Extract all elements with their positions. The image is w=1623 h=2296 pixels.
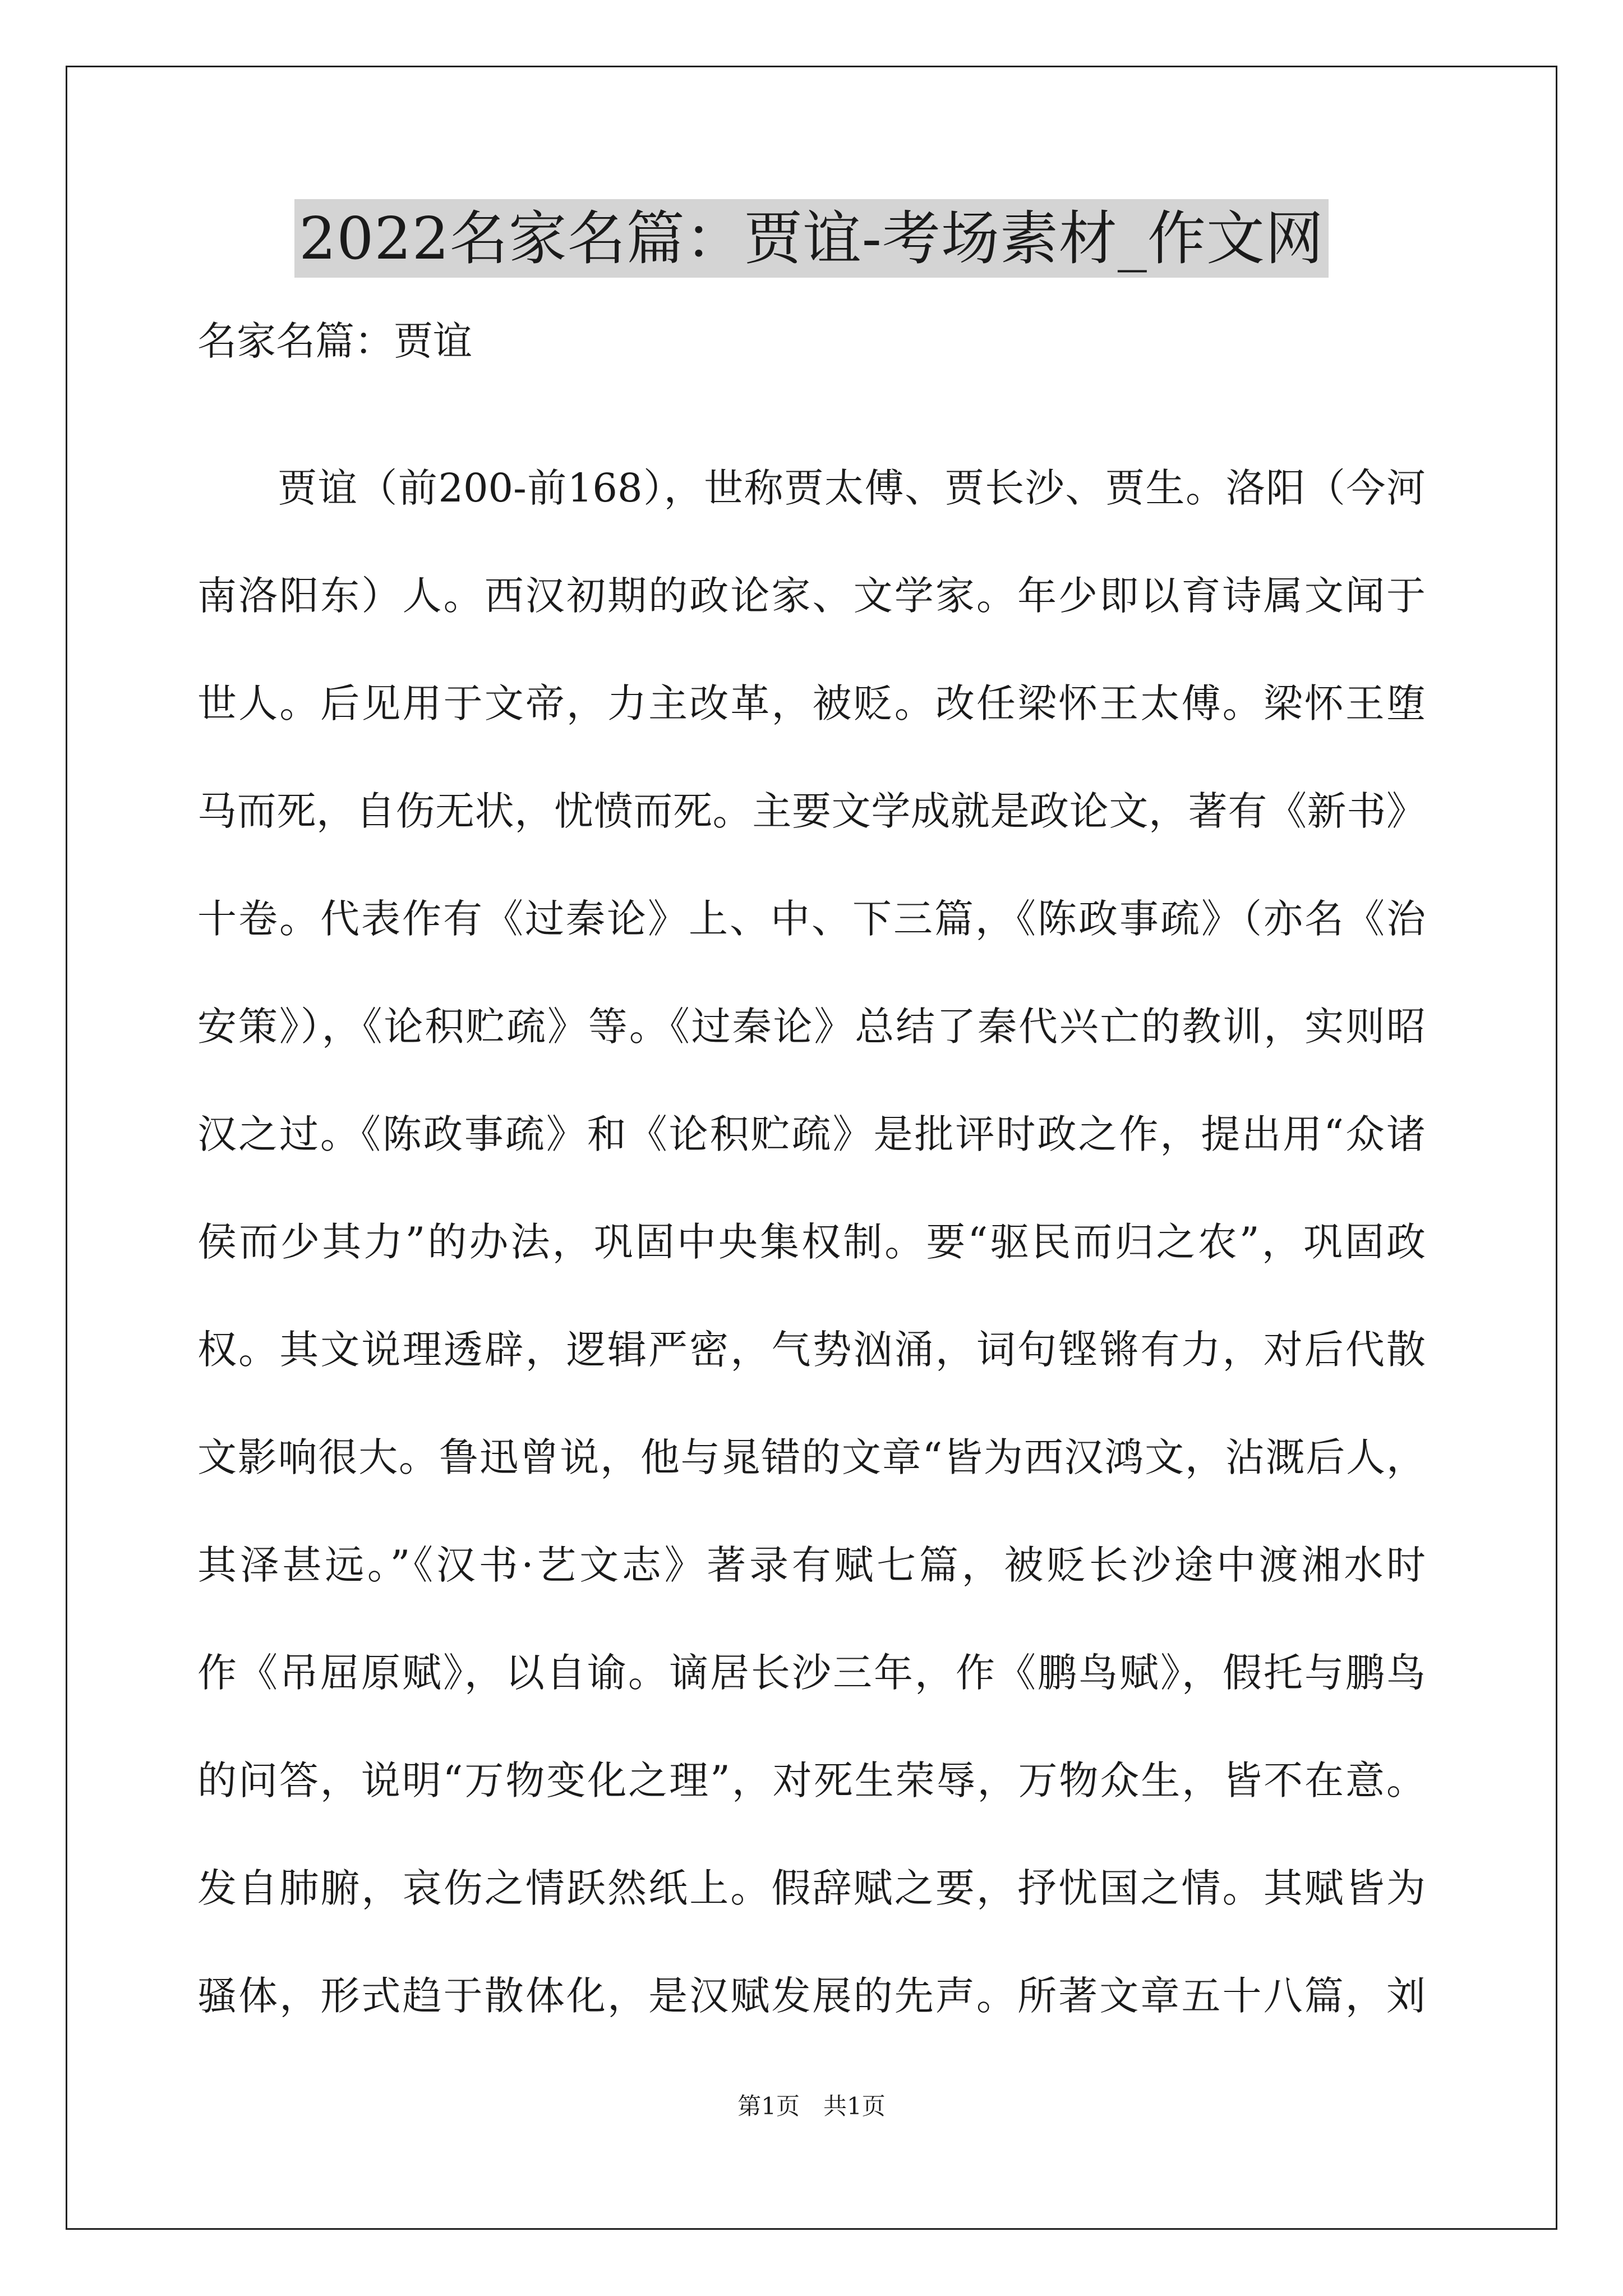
body-line: 的问答，说明“万物变化之理”，对死生荣辱，万物众生，皆不在意。	[197, 1757, 1426, 1803]
body-line: 其泽甚远。”《汉书·艺文志》著录有赋七篇，被贬长沙途中渡湘水时	[197, 1542, 1426, 1588]
body-line: 作《吊屈原赋》，以自谕。谪居长沙三年，作《鹏鸟赋》，假托与鹏鸟	[197, 1650, 1426, 1696]
body-line: 马而死，自伤无状，忧愤而死。主要文学成就是政论文，著有《新书》	[197, 788, 1426, 834]
page-footer: 第1页 共1页	[737, 2092, 886, 2120]
body-line: 骚体，形式趋于散体化，是汉赋发展的先声。所著文章五十八篇，刘	[197, 1973, 1426, 2019]
body-line: 侯而少其力”的办法，巩固中央集权制。要“驱民而归之农”，巩固政	[197, 1219, 1426, 1265]
document-title: 2022名家名篇：贾谊-考场素材_作文网	[294, 199, 1329, 278]
body-line: 贾谊（前200-前168），世称贾太傅、贾长沙、贾生。洛阳（今河	[197, 465, 1426, 511]
body-line: 文影响很大。鲁迅曾说，他与晁错的文章“皆为西汉鸿文，沾溉后人，	[197, 1434, 1426, 1480]
body-line: 世人。后见用于文帝，力主改革，被贬。改任梁怀王太傅。梁怀王堕	[197, 680, 1426, 726]
body-line: 十卷。代表作有《过秦论》上、中、下三篇，《陈政事疏》（亦名《治	[197, 896, 1426, 942]
body-line: 安策》），《论积贮疏》等。《过秦论》总结了秦代兴亡的教训，实则昭	[197, 1004, 1426, 1050]
body-line: 汉之过。《陈政事疏》和《论积贮疏》是批评时政之作，提出用“众诸	[197, 1111, 1426, 1157]
body-text	[197, 461, 1426, 2077]
document-subtitle: 名家名篇：贾谊	[197, 318, 472, 364]
body-line: 权。其文说理透辟，逻辑严密，气势汹涌，词句铿锵有力，对后代散	[197, 1327, 1426, 1373]
body-line: 发自肺腑，哀伤之情跃然纸上。假辞赋之要，抒忧国之情。其赋皆为	[197, 1865, 1426, 1911]
title-container	[0, 199, 1623, 278]
body-line: 南洛阳东）人。西汉初期的政论家、文学家。年少即以育诗属文闻于	[197, 573, 1426, 619]
